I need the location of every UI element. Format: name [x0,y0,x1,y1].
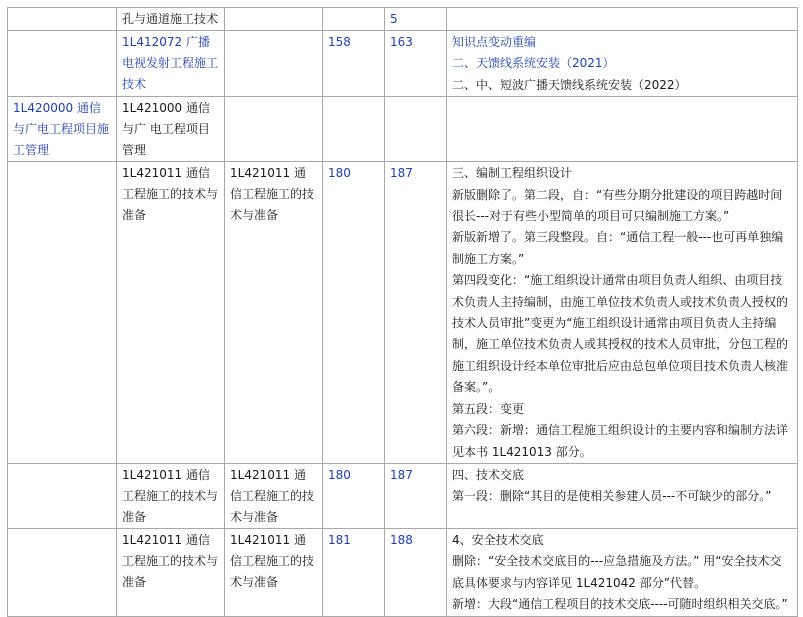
cell-section: 孔与通道施工技术 [117,8,225,31]
cell-topic: 1L421011 通信工程施工的技术与准备 [225,162,323,464]
change-line: 知识点变动重编 [452,35,537,49]
cell-new-page: 187 [385,162,447,464]
change-table [7,7,798,617]
cell-change [447,463,798,528]
table-row [8,8,798,31]
cell-change [447,31,798,97]
table-row [8,31,798,97]
cell-old-page: 158 [323,31,385,97]
cell-old-page: 181 [323,528,385,616]
table-row [8,528,798,616]
cell-chapter: 1L420000 通信与广电工程项目施工管理 [8,97,117,162]
cell-section: 1L421011 通信工程施工的技术与准备 [117,528,225,616]
cell-topic [225,31,323,97]
change-line: 新版删除了。第二段，自：“有些分期分批建设的项目跨越时间很长---对于有些小型简单的项目可只编制施工方案。” [452,187,783,224]
cell-chapter [8,162,117,464]
cell-chapter [8,8,117,31]
cell-section: 1L421011 通信工程施工的技术与准备 [117,463,225,528]
cell-topic [225,8,323,31]
cell-topic [225,97,323,162]
cell-change [447,8,798,31]
cell-chapter [8,528,117,616]
cell-new-page: 188 [385,528,447,616]
change-line: 第四段变化：“施工组织设计通常由项目负责人组织、由项目技术负责人主持编制，由施工单位技术负责人或技术负责人授权的技术人员审批”变更为“施工组织设计通常由项目负责人主持编制，施工单位技术负责人或其授权的技术人员审批，分包工程的施工组织设计经本单位审批后应由总包单位项目技术负责人核准备案。”。 [452,273,789,395]
change-line: 新增：大段“通信工程项目的技术交底----可随时组织相关交底。” [452,597,788,612]
cell-new-page: 5 [385,8,447,31]
change-line: 三、编制工程组织设计 [452,166,573,181]
cell-section: 1L421011 通信工程施工的技术与准备 [117,162,225,464]
cell-change [447,162,798,464]
cell-section: 1L421000 通信与广 电工程项目管理 [117,97,225,162]
cell-change [447,97,798,162]
cell-change [447,528,798,616]
cell-topic: 1L421011 通信工程施工的技术与准备 [225,463,323,528]
change-line: 第一段：删除“其目的是使相关参建人员---不可缺少的部分。” [452,489,772,504]
table-row [8,463,798,528]
change-line: 四、技术交底 [452,467,525,482]
change-line: 二、中、短波广播天馈线系统安装（2022） [452,77,687,92]
cell-old-page [323,97,385,162]
cell-old-page: 180 [323,162,385,464]
change-line: 删除：“安全技术交底目的---应急措施及方法。” 用“安全技术交底具体要求与内容详见 1L421042 部分”代替。 [452,554,782,590]
change-line: 新版新增了。第三段整段。自：“通信工程一般---也可再单独编制施工方案。” [452,230,784,266]
cell-new-page [385,97,447,162]
change-line: 二、天馈线系统安装（2021） [452,56,615,71]
cell-chapter [8,31,117,97]
cell-section: 1L412072 广播电视发射工程施工技术 [117,31,225,97]
cell-topic: 1L421011 通信工程施工的技术与准备 [225,528,323,616]
cell-old-page: 180 [323,463,385,528]
cell-old-page [323,8,385,31]
change-line: 第五段：变更 [452,401,525,416]
cell-chapter [8,463,117,528]
change-line: 第六段：新增：通信工程施工组织设计的主要内容和编制方法详见本书 1L421013 部分。 [452,423,789,459]
cell-new-page: 187 [385,463,447,528]
table-row [8,97,798,162]
cell-new-page: 163 [385,31,447,97]
table-row [8,162,798,464]
change-line: 4、安全技术交底 [452,532,544,547]
